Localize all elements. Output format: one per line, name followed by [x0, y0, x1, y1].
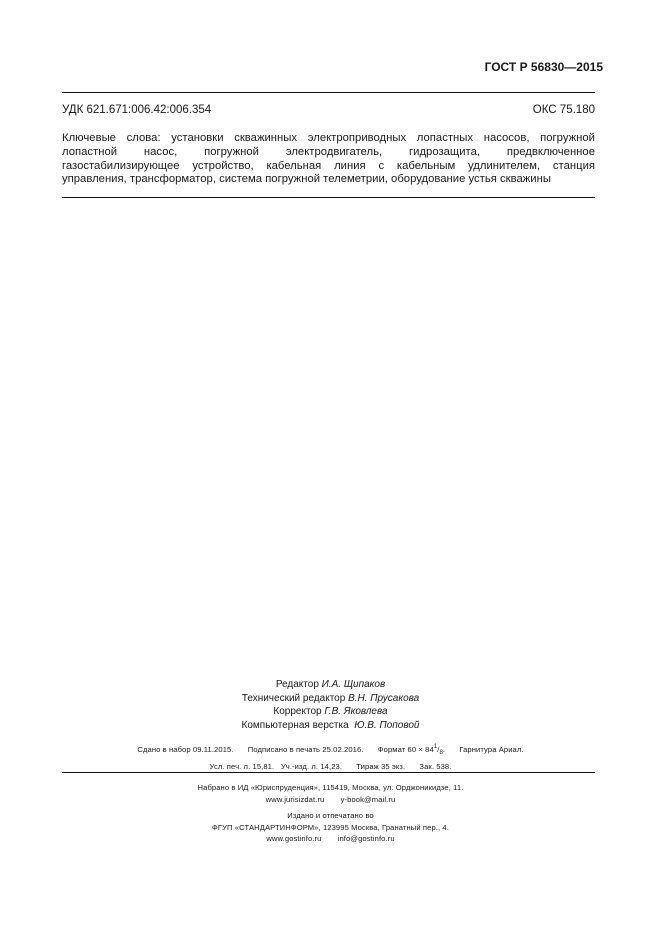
oks-code: ОКС 75.180 [532, 104, 595, 116]
typeset-contacts [0, 794, 661, 806]
page-format: Формат $60 \times 84^1/_8$. [377, 744, 446, 756]
credit-layout [0, 719, 661, 733]
publisher-sheets: Уч.-изд. л. 14,23. [280, 762, 343, 771]
credit-person: Г.В. Яковлева [324, 706, 388, 717]
printer-contacts [0, 833, 661, 845]
standard-number: ГОСТ Р 56830—2015 [484, 60, 603, 74]
credit-person: И.А. Щипаков [321, 679, 386, 690]
typeset-email-link: y-book@mail.ru [340, 794, 396, 804]
udk-code: УДК 621.671:006.42:006.354 [62, 104, 212, 116]
typeface: Гарнитура Ариал. [459, 745, 524, 754]
printer-address: ФГУП «СТАНДАРТИНФОРМ», 123995 Москва, Гранатный пер., 4. [212, 822, 449, 832]
publisher-block [0, 782, 661, 845]
print-info [0, 740, 661, 774]
printed-sheets: Усл. печ. л. 15,81. [209, 762, 275, 771]
credit-proofreader [0, 705, 661, 719]
printer-website-link: www.gostinfo.ru [266, 834, 322, 843]
printed-label: Издано и отпечатано во [287, 811, 374, 820]
credit-role: Технический редактор [241, 692, 346, 704]
keywords-paragraph: Ключевые слова: установки скважинных электроприводных лопастных насосов, погружной лопастной насос, погружной электродвигатель, гидрозащита, предвключенное газостабилизирующее устройство, кабельная линия с кабельным удлинителем, станция управления, трансформатор, система погружной телеметрии, оборудование устья скважины [62, 132, 595, 186]
circulation: Тираж 35 экз. [356, 762, 406, 771]
signed-date: Подписано в печать 25.02.2016. [247, 745, 364, 754]
credit-editor [0, 678, 661, 692]
credit-person: Ю.В. Поповой [354, 719, 420, 731]
typeset-by: Набрано в ИД «Юриспруденция», 115419, Москва, ул. Орджоникидзе, 11. [197, 783, 464, 792]
submitted-date: Сдано в набор 09.11.2015. [137, 745, 234, 754]
imprint-divider [62, 772, 595, 773]
credit-role: Редактор [275, 679, 319, 690]
credit-role: Корректор [273, 706, 322, 717]
credit-role: Компьютерная верстка [241, 719, 349, 731]
print-info-line-1 [0, 740, 661, 760]
typeset-website-link: www.jurisizdat.ru [265, 794, 325, 804]
credit-person: В.Н. Прусакова [348, 692, 420, 704]
credit-tech-editor [0, 692, 661, 706]
order-number: Зак. 538. [419, 762, 452, 771]
printer-email-link: info@gostinfo.ru [337, 834, 395, 843]
credits-block [0, 678, 661, 732]
header-divider [62, 92, 595, 93]
keywords-divider [62, 197, 595, 198]
